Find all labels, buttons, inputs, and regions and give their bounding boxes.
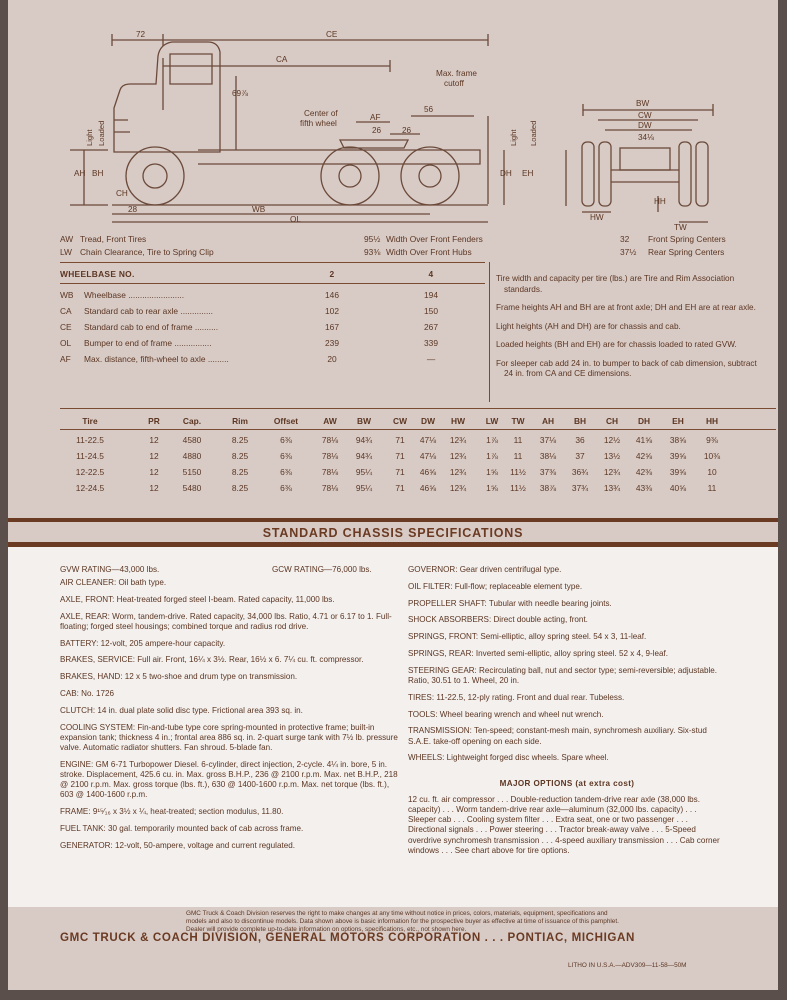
table-row xyxy=(60,288,485,304)
tire-cell: 37¾ xyxy=(571,483,589,493)
side-note: Light heights (AH and DH) are for chassis and cab. xyxy=(496,321,681,331)
tire-header-cell: HW xyxy=(451,416,465,426)
tire-cell: 43⅜ xyxy=(635,483,653,493)
tire-header-cell: Cap. xyxy=(182,416,202,426)
spec-item: COOLING SYSTEM: Fin-and-tube type core spring-mounted in protective frame; built-in expansion tank; thickness 4 in.; frontal area 886 sq. in. 2-quart surge tank with 7½ lb. pressure valve. Automatic radiator shutters. Fan shroud. 5-blade fan. xyxy=(60,722,398,752)
dim-max-frame: Max. frame xyxy=(436,69,477,78)
row-code: CE xyxy=(60,322,72,332)
label-loaded-rear: Loaded xyxy=(529,120,538,146)
tire-cell: 9⅜ xyxy=(706,435,718,445)
dim-ol: OL xyxy=(290,215,301,224)
dim-bw: BW xyxy=(636,99,650,108)
row-desc: Max. distance, fifth-wheel to axle ......... xyxy=(84,354,229,364)
side-note: For sleeper cab add 24 in. to bumper to back of cab dimension, subtract 24 in. from CA and CE dimensions. xyxy=(496,358,757,378)
tire-cell: 5150 xyxy=(182,467,202,477)
row-value-4: 194 xyxy=(424,290,438,300)
tire-cell: 78⅛ xyxy=(321,435,339,445)
tire-cell: 46⅝ xyxy=(419,483,437,493)
tire-cell: 11 xyxy=(513,435,523,445)
note-desc2: Rear Spring Centers xyxy=(648,247,725,257)
major-options-text: 12 cu. ft. air compressor . . . Double-reduction tandem-drive rear axle (38,000 lbs. capacity) . . . Worm tandem-drive rear axle—aluminum (32,000 lbs. capacity) . . . Sleeper cab . . . Cooling system filter . . . Extra seat, one or two passenger . . . Directional signals . . . Power steering . . . Tractor break-away valve . . . 5-Speed overdrive synchromesh transmission . . . 4-speed auxiliary transmission . . . Cab corner windows . . . See chart above for tire options. xyxy=(408,794,720,855)
row-code: AF xyxy=(60,354,71,364)
tire-cell: 12-22.5 xyxy=(75,467,105,477)
tire-cell: 78⅛ xyxy=(321,467,339,477)
tire-cell: 94¾ xyxy=(355,435,373,445)
tire-cell: 78⅛ xyxy=(321,483,339,493)
spec-item: BATTERY: 12-volt, 205 ampere-hour capacity. xyxy=(60,638,226,648)
row-value-2: 167 xyxy=(325,322,339,332)
tire-cell: 8.25 xyxy=(231,435,249,445)
spec-item: PROPELLER SHAFT: Tubular with needle bearing joints. xyxy=(408,598,612,608)
spec-item: ENGINE: GM 6-71 Turbopower Diesel. 6-cylinder, direct injection, 2-cycle. 4¼ in. bore, 5 in. stroke. Displacement, 425.6 cu. in. Max. gross B.H.P., 236 @ 2100 r.p.m. Max. net B.H.P., 218 @ 2100 r.p.m. Max. gross torque (lbs. ft.), 630 @ 1400-1600 r.p.m. Max. net torque (lbs. ft.), 603 @ 1400-1600 r.p.m. xyxy=(60,759,398,800)
note-code: AW xyxy=(60,234,74,244)
spec-item: AIR CLEANER: Oil bath type. xyxy=(60,578,167,587)
tire-cell: 12¾ xyxy=(449,467,467,477)
tire-header-cell: BH xyxy=(573,416,587,426)
tire-cell: 11-22.5 xyxy=(76,435,104,445)
tire-cell: 39⅝ xyxy=(669,451,687,461)
table-row xyxy=(60,352,485,368)
tire-cell: 1⅝ xyxy=(486,483,498,493)
tire-cell: 5480 xyxy=(182,483,202,493)
row-value-2: 20 xyxy=(327,354,337,364)
note-row-aw xyxy=(60,234,750,247)
side-notes xyxy=(496,274,766,388)
spec-item: TRANSMISSION: Ten-speed; constant-mesh main, synchromesh auxiliary. Six-stud S.A.E. take-off opening on each side. xyxy=(408,726,707,746)
spec-item: SPRINGS, REAR: Inverted semi-elliptic, alloy spring steel. 52 x 4, 9-leaf. xyxy=(408,648,668,658)
tire-header-cell: LW xyxy=(485,416,499,426)
spec-item: SHOCK ABSORBERS: Direct double acting, front. xyxy=(408,615,588,625)
tire-cell: 12¾ xyxy=(603,467,621,477)
tire-cell: 12¾ xyxy=(449,435,467,445)
tire-cell: 13½ xyxy=(603,451,621,461)
rating-line xyxy=(60,565,400,578)
label-light-front: Light xyxy=(85,129,94,146)
dim-cutoff: cutoff xyxy=(444,79,464,88)
tire-cell: 6⅜ xyxy=(280,483,292,493)
tire-cell: 95¼ xyxy=(355,467,373,477)
note-label: Tread, Front Tires xyxy=(80,234,147,244)
specs-title: STANDARD CHASSIS SPECIFICATIONS xyxy=(262,526,524,540)
note-desc2: Front Spring Centers xyxy=(648,234,726,244)
major-options-title: MAJOR OPTIONS (at extra cost) xyxy=(499,778,635,788)
litho-code: LITHO IN U.S.A.—ADV309—11-58—50M xyxy=(568,962,687,969)
note-desc: Width Over Front Fenders xyxy=(386,234,483,244)
specs-panel xyxy=(8,547,778,907)
tire-cell: 95¼ xyxy=(355,483,373,493)
tire-cell: 8.25 xyxy=(231,467,249,477)
tire-cell: 11 xyxy=(707,483,717,493)
note-label: Chain Clearance, Tire to Spring Clip xyxy=(80,247,214,257)
row-value-4: 267 xyxy=(424,322,438,332)
row-value-2: 102 xyxy=(325,306,339,316)
tire-header-cell: Tire xyxy=(82,416,98,426)
tire-cell: 1⅞ xyxy=(486,451,498,461)
dim-hw: HW xyxy=(590,213,604,222)
dim-ca: CA xyxy=(276,55,288,64)
dim-56: 56 xyxy=(424,105,434,114)
specs-left-column xyxy=(60,565,400,858)
tire-cell: 6⅜ xyxy=(280,451,292,461)
tire-cell: 36 xyxy=(575,435,585,445)
row-value-2: 146 xyxy=(325,290,339,300)
tire-cell: 47⅛ xyxy=(419,435,437,445)
tire-cell: 12-24.5 xyxy=(75,483,105,493)
dim-bh: BH xyxy=(92,169,104,178)
tire-cell: 11½ xyxy=(510,467,526,477)
spec-item: AXLE, REAR: Worm, tandem-drive. Rated capacity, 34,000 lbs. Ratio, 4.71 or 6.17 to 1. Full-floating; forged steel housings; combined torque and radius rod drive. xyxy=(60,611,392,631)
tire-cell: 71 xyxy=(395,435,405,445)
tire-header-cell: CH xyxy=(605,416,619,426)
row-desc: Standard cab to rear axle .............. xyxy=(84,306,213,316)
tire-cell: 11-24.5 xyxy=(76,451,104,461)
tire-header-cell: Rim xyxy=(232,416,248,426)
table-row xyxy=(60,336,485,352)
disclaimer: GMC Truck & Coach Division reserves the right to make changes at any time without notice in prices, colors, materials, equipment, specifications and models and also to discontinue models. Data shown above is basic information for the prospective buyer as effective at time of issuance of this pamphlet. Dealer will provide complete up-to-date information on options, specifications, etc., not shown here. xyxy=(186,910,619,933)
table-row xyxy=(60,481,776,497)
dim-ce: CE xyxy=(326,30,338,39)
specs-right-column xyxy=(408,565,726,863)
note-value: 93⅜ xyxy=(364,247,381,257)
footer xyxy=(8,907,778,990)
chassis-drawing xyxy=(8,0,778,232)
tire-cell: 12 xyxy=(149,435,159,445)
tire-cell: 12 xyxy=(149,451,159,461)
spec-sheet xyxy=(8,0,778,990)
note-code: LW xyxy=(60,247,72,257)
tire-cell: 42⅜ xyxy=(635,467,653,477)
tire-cell: 6⅜ xyxy=(280,467,292,477)
tire-header-cell: Offset xyxy=(273,416,299,426)
tire-table xyxy=(60,408,776,497)
row-code: OL xyxy=(60,338,72,348)
tire-header-cell: CW xyxy=(393,416,407,426)
side-note: Tire width and capacity per tire (lbs.) are Tire and Rim Association standards. xyxy=(496,274,735,294)
wheelbase-header xyxy=(60,263,485,283)
tire-cell: 12½ xyxy=(603,435,621,445)
row-value-4: — xyxy=(426,354,436,364)
tire-header-cell: PR xyxy=(148,416,160,426)
note-desc: Width Over Front Hubs xyxy=(386,247,472,257)
spec-item: GENERATOR: 12-volt, 50-ampere, voltage and current regulated. xyxy=(60,840,295,850)
row-value-4: 339 xyxy=(424,338,438,348)
tire-cell: 71 xyxy=(395,483,405,493)
row-desc: Standard cab to end of frame .......... xyxy=(84,322,219,332)
table-row xyxy=(60,449,776,465)
tire-cell: 38⅝ xyxy=(669,435,687,445)
note-value2: 37½ xyxy=(620,247,637,257)
row-value-2: 239 xyxy=(325,338,339,348)
spec-item: CAB: No. 1726 xyxy=(60,688,114,698)
table-divider xyxy=(489,262,490,402)
note-row-lw xyxy=(60,247,750,260)
row-desc: Bumper to end of frame ................ xyxy=(84,338,212,348)
tire-header-cell: HH xyxy=(705,416,719,426)
dim-3418: 34⅛ xyxy=(638,133,654,142)
spec-item: WHEELS: Lightweight forged disc wheels. Spare wheel. xyxy=(408,753,609,763)
label-light-rear: Light xyxy=(509,129,518,146)
dim-72: 72 xyxy=(136,30,146,39)
tire-cell: 94¾ xyxy=(355,451,373,461)
tire-cell: 37⅜ xyxy=(539,467,557,477)
label-fifth-wheel: fifth wheel xyxy=(300,119,337,128)
table-row xyxy=(60,304,485,320)
tire-cell: 1⅞ xyxy=(486,435,498,445)
tire-cell: 11½ xyxy=(510,483,526,493)
spec-item: SPRINGS, FRONT: Semi-elliptic, alloy spring steel. 54 x 3, 11-leaf. xyxy=(408,632,647,642)
tire-cell: 1⅝ xyxy=(486,467,498,477)
tire-cell: 12 xyxy=(149,467,159,477)
label-loaded-front: Loaded xyxy=(97,120,106,146)
dim-dw: DW xyxy=(638,121,652,130)
tire-table-header xyxy=(60,409,776,429)
row-code: WB xyxy=(60,290,74,300)
tire-cell: 38⅛ xyxy=(539,451,557,461)
tire-cell: 41⅝ xyxy=(635,435,653,445)
wheelbase-table xyxy=(60,262,485,368)
dim-26b: 26 xyxy=(402,126,412,135)
tire-cell: 8.25 xyxy=(231,451,249,461)
row-value-4: 150 xyxy=(424,306,438,316)
company-line: GMC TRUCK & COACH DIVISION, GENERAL MOTORS CORPORATION . . . PONTIAC, MICHIGAN xyxy=(60,931,635,944)
table-row xyxy=(60,433,776,449)
tire-header-cell: TW xyxy=(511,416,525,426)
tire-cell: 47⅛ xyxy=(419,451,437,461)
wheelbase-col-2: 2 xyxy=(329,269,335,279)
tire-cell: 8.25 xyxy=(231,483,249,493)
note-value2: 32 xyxy=(620,234,630,244)
tire-cell: 39⅝ xyxy=(669,467,687,477)
tire-header-cell: BW xyxy=(357,416,371,426)
dim-ch: CH xyxy=(116,189,128,198)
dim-28: 28 xyxy=(128,205,138,214)
tire-cell: 78⅛ xyxy=(321,451,339,461)
row-code: CA xyxy=(60,306,72,316)
tire-cell: 6⅜ xyxy=(280,435,292,445)
tire-cell: 10 xyxy=(707,467,717,477)
tire-table-body xyxy=(60,433,776,497)
tire-header-cell: AW xyxy=(323,416,337,426)
tire-cell: 12¾ xyxy=(449,483,467,493)
gvw-rating: GVW RATING—43,000 lbs. xyxy=(60,565,160,574)
side-note: Frame heights AH and BH are at front axle; DH and EH are at rear axle. xyxy=(496,303,756,312)
tire-cell: 12¾ xyxy=(449,451,467,461)
side-note: Loaded heights (BH and EH) are for chassis loaded to rated GVW. xyxy=(496,340,737,349)
table-row xyxy=(60,465,776,481)
wheelbase-col-4: 4 xyxy=(428,269,434,279)
tire-cell: 71 xyxy=(395,451,405,461)
wheelbase-header-label: WHEELBASE NO. xyxy=(60,269,135,279)
row-desc: Wheelbase ........................ xyxy=(84,290,185,300)
tire-cell: 46⅝ xyxy=(419,467,437,477)
tire-header-cell: AH xyxy=(541,416,555,426)
chassis-diagram xyxy=(8,0,778,232)
dim-cw: CW xyxy=(638,111,652,120)
tire-header-cell: DH xyxy=(637,416,651,426)
tire-cell: 12 xyxy=(149,483,159,493)
dim-tw: TW xyxy=(674,223,687,232)
tire-cell: 37⅛ xyxy=(539,435,557,445)
tire-cell: 13¾ xyxy=(603,483,621,493)
dim-cab-height: 69⅞ xyxy=(232,89,248,98)
spec-item: CLUTCH: 14 in. dual plate solid disc type. Frictional area 393 sq. in. xyxy=(60,705,303,715)
spec-item: STEERING GEAR: Recirculating ball, nut and sector type; semi-reversible; adjustable. Ratio, 30.51 to 1. Wheel, 20 in. xyxy=(408,665,718,685)
dim-dh: DH xyxy=(500,169,512,178)
spec-item: TIRES: 11-22.5, 12-ply rating. Front and dual rear. Tubeless. xyxy=(408,692,625,702)
dim-26a: 26 xyxy=(372,126,382,135)
tire-cell: 4880 xyxy=(182,451,202,461)
dim-eh: EH xyxy=(522,169,534,178)
tire-header-cell: EH xyxy=(672,416,684,426)
label-center-of: Center of xyxy=(304,109,338,118)
tire-cell: 36¾ xyxy=(571,467,589,477)
spec-item: OIL FILTER: Full-flow; replaceable element type. xyxy=(408,581,583,591)
tire-header-cell: DW xyxy=(421,416,435,426)
spec-item: FUEL TANK: 30 gal. temporarily mounted back of cab across frame. xyxy=(60,823,304,833)
spec-item: TOOLS: Wheel bearing wrench and wheel nut wrench. xyxy=(408,709,604,719)
spec-item: BRAKES, HAND: 12 x 5 two-shoe and drum type on transmission. xyxy=(60,672,298,682)
spec-item: BRAKES, SERVICE: Full air. Front, 16¼ x 3½. Rear, 16½ x 6. 7¼ cu. ft. compressor. xyxy=(60,655,364,665)
tire-cell: 40⅝ xyxy=(669,483,687,493)
dimension-notes xyxy=(60,234,750,260)
tire-cell: 4580 xyxy=(182,435,202,445)
spec-item: GOVERNOR: Gear driven centrifugal type. xyxy=(408,565,562,574)
dim-hh: HH xyxy=(654,197,666,206)
dim-af: AF xyxy=(370,113,381,122)
tire-cell: 42⅝ xyxy=(635,451,653,461)
spec-item: AXLE, FRONT: Heat-treated forged steel I-beam. Rated capacity, 11,000 lbs. xyxy=(60,594,335,604)
table-row xyxy=(60,320,485,336)
left-spec-list xyxy=(60,578,400,851)
tire-cell: 11 xyxy=(513,451,523,461)
tire-cell: 38⅞ xyxy=(539,483,557,493)
gcw-rating: GCW RATING—76,000 lbs. xyxy=(272,565,372,574)
dim-wb: WB xyxy=(252,205,266,214)
right-spec-list xyxy=(408,565,726,764)
note-value: 95½ xyxy=(364,234,381,244)
tire-cell: 71 xyxy=(395,467,405,477)
tire-cell: 10⅜ xyxy=(703,451,721,461)
spec-item: FRAME: 9¹⁵⁄₁₆ x 3½ x ¼, heat-treated; section modulus, 11.80. xyxy=(60,807,284,817)
tire-cell: 37 xyxy=(575,451,585,461)
dim-ah: AH xyxy=(74,169,86,178)
